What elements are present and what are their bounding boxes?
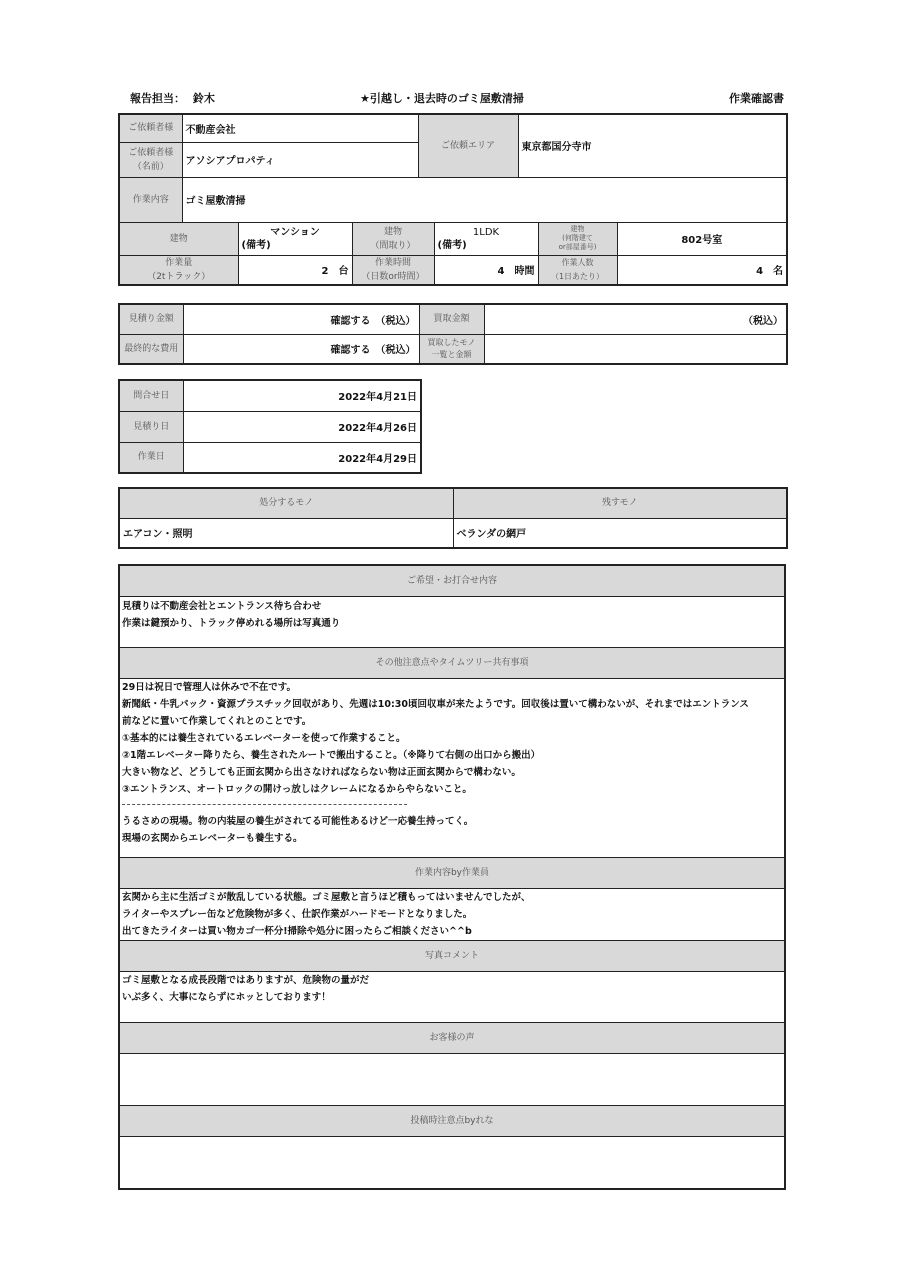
comments-block bbox=[118, 564, 786, 1190]
work-value: ゴミ屋敷清掃 bbox=[182, 177, 787, 222]
room-label-line2: (何階建て bbox=[562, 234, 593, 242]
bought-items-value bbox=[484, 334, 787, 364]
room-label-line1: 建物 bbox=[570, 225, 585, 233]
staff-value: 4 名 bbox=[617, 255, 787, 285]
building-value bbox=[238, 222, 352, 255]
layout-value bbox=[434, 222, 538, 255]
work-date-value: 2022年4月29日 bbox=[183, 442, 421, 473]
worker-line: ライターやスプレー缶など危険物が多く、仕訳作業がハードモードとなりました。 bbox=[122, 909, 473, 920]
bought-items-label-line1: 買取したモノ bbox=[427, 337, 476, 347]
bought-items-label-line2: 一覧と金額 bbox=[431, 349, 472, 359]
layout-type: 1LDK bbox=[472, 226, 500, 238]
worker-line: 出てきたライターは買い物カゴ一杯分!掃除や処分に困ったらご相談ください^^b bbox=[122, 926, 472, 937]
client-value: 不動産会社 bbox=[182, 114, 418, 142]
room-label-line3: or部屋番号) bbox=[558, 243, 597, 251]
notes-section-title: その他注意点やタイムツリー共有事項 bbox=[120, 648, 784, 679]
building-note: (備考) bbox=[241, 239, 271, 251]
area-value: 東京都国分寺市 bbox=[518, 114, 787, 177]
area-label: ご依頼エリア bbox=[418, 114, 518, 177]
dispose-items-value: エアコン・照明 bbox=[119, 518, 453, 548]
photo-comment-line: ゴミ屋敷となる成長段階ではありますが、危険物の量がだ bbox=[122, 975, 370, 986]
request-line: 見積りは不動産会社とエントランス待ち合わせ bbox=[122, 601, 322, 612]
buyback-value: （税込） bbox=[484, 304, 787, 334]
client-name-label-line1: ご依頼者様 bbox=[128, 147, 174, 158]
work-label: 作業内容 bbox=[119, 177, 182, 222]
dates-table bbox=[118, 379, 422, 474]
notes-line: 29日は祝日で管理人は休みで不在です。 bbox=[122, 682, 296, 693]
posting-notes-body bbox=[120, 1137, 784, 1188]
estimate-price-value: 確認する （税込） bbox=[183, 304, 419, 334]
worker-line: 玄関から主に生活ゴミが散乱している状態。ゴミ屋敷と言うほど積もってはいませんでしたが、 bbox=[122, 892, 531, 903]
estimate-price-label: 見積り金額 bbox=[119, 304, 183, 334]
photo-comment-line: いぶ多く、大事にならずにホッとしております！ bbox=[122, 992, 331, 1003]
reporter-label: 報告担当： bbox=[130, 92, 185, 105]
customer-voice-body bbox=[120, 1054, 784, 1106]
amount-value: 2 台 bbox=[238, 255, 352, 285]
room-label bbox=[538, 222, 617, 255]
reporter-name: 鈴木 bbox=[192, 92, 215, 105]
time-value: 4 時間 bbox=[434, 255, 538, 285]
final-cost-value: 確認する （税込） bbox=[183, 334, 419, 364]
notes-line: ②1階エレベーター降りたら、養生されたルートで搬出すること。（※降りて右側の出口から搬出） bbox=[122, 750, 541, 761]
reporter bbox=[130, 90, 215, 106]
keep-items-label: 残すモノ bbox=[453, 488, 787, 518]
building-type: マンション bbox=[270, 226, 320, 238]
notes-section-body bbox=[120, 679, 784, 858]
amount-label-line1: 作業量 bbox=[165, 257, 193, 268]
layout-label-line1: 建物 bbox=[383, 226, 402, 237]
client-name-label-line2: （名前） bbox=[132, 161, 169, 172]
staff-label-line1: 作業人数 bbox=[561, 257, 594, 267]
notes-line: うるさめの現場。物の内装屋の養生がされてる可能性あるけど一応養生持ってく。 bbox=[122, 816, 474, 827]
photo-comment-title: 写真コメント bbox=[120, 941, 784, 972]
room-value: 802号室 bbox=[617, 222, 787, 255]
dashed-divider bbox=[122, 804, 407, 805]
final-cost-label: 最終的な費用 bbox=[119, 334, 183, 364]
dispose-items-label: 処分するモノ bbox=[119, 488, 453, 518]
items-table bbox=[118, 487, 788, 549]
bought-items-label bbox=[419, 334, 484, 364]
staff-label bbox=[538, 255, 617, 285]
document-title: ★引越し・退去時のゴミ屋敷清掃 bbox=[360, 92, 524, 105]
estimate-date-label: 見積り日 bbox=[119, 411, 183, 442]
request-section-body bbox=[120, 597, 784, 648]
client-label: ご依頼者様 bbox=[119, 114, 182, 142]
inquiry-date-value: 2022年4月21日 bbox=[183, 380, 421, 411]
layout-label-line2: （間取り） bbox=[370, 240, 416, 251]
notes-line: 大きい物など、どうしても正面玄関から出さなければならない物は正面玄関からで構わない。 bbox=[122, 767, 521, 778]
work-date-label: 作業日 bbox=[119, 442, 183, 473]
request-line: 作業は鍵預かり、トラック停めれる場所は写真通り bbox=[122, 618, 341, 629]
time-label bbox=[352, 255, 434, 285]
layout-label bbox=[352, 222, 434, 255]
time-label-line2: （日数or時間） bbox=[361, 271, 425, 282]
posting-notes-title: 投稿時注意点byれな bbox=[120, 1106, 784, 1137]
keep-items-value: ベランダの網戸 bbox=[453, 518, 787, 548]
notes-line: 前などに置いて作業してくれとのことです。 bbox=[122, 716, 312, 727]
estimate-date-value: 2022年4月26日 bbox=[183, 411, 421, 442]
layout-note: (備考) bbox=[437, 239, 467, 251]
inquiry-date-label: 問合せ日 bbox=[119, 380, 183, 411]
worker-section-body bbox=[120, 889, 784, 941]
notes-line: ③エントランス、オートロックの開けっ放しはクレームになるからやらないこと。 bbox=[122, 784, 472, 795]
customer-voice-title: お客様の声 bbox=[120, 1023, 784, 1054]
client-name-label bbox=[119, 142, 182, 177]
notes-line: 現場の玄関からエレベーターも養生する。 bbox=[122, 833, 303, 844]
worker-section-title: 作業内容by作業員 bbox=[120, 858, 784, 889]
photo-comment-body bbox=[120, 972, 784, 1023]
time-label-line1: 作業時間 bbox=[374, 257, 411, 268]
price-table bbox=[118, 303, 788, 365]
notes-line: ①基本的には養生されているエレベーターを使って作業すること。 bbox=[122, 733, 406, 744]
building-label: 建物 bbox=[119, 222, 238, 255]
amount-label-line2: （2tトラック） bbox=[147, 271, 211, 282]
client-name-value: アソシアプロパティ bbox=[182, 142, 418, 177]
buyback-label: 買取金額 bbox=[419, 304, 484, 334]
client-info-table bbox=[118, 113, 788, 286]
request-section-title: ご希望・お打合せ内容 bbox=[120, 566, 784, 597]
document-type: 作業確認書 bbox=[729, 92, 784, 105]
notes-line: 新聞紙・牛乳パック・資源プラスチック回収があり、先週は10:30頃回収車が来たようです。回収後は置いて構わないが、それまではエントランス bbox=[122, 699, 749, 710]
amount-label bbox=[119, 255, 238, 285]
staff-label-line2: （1日あたり） bbox=[550, 271, 605, 281]
